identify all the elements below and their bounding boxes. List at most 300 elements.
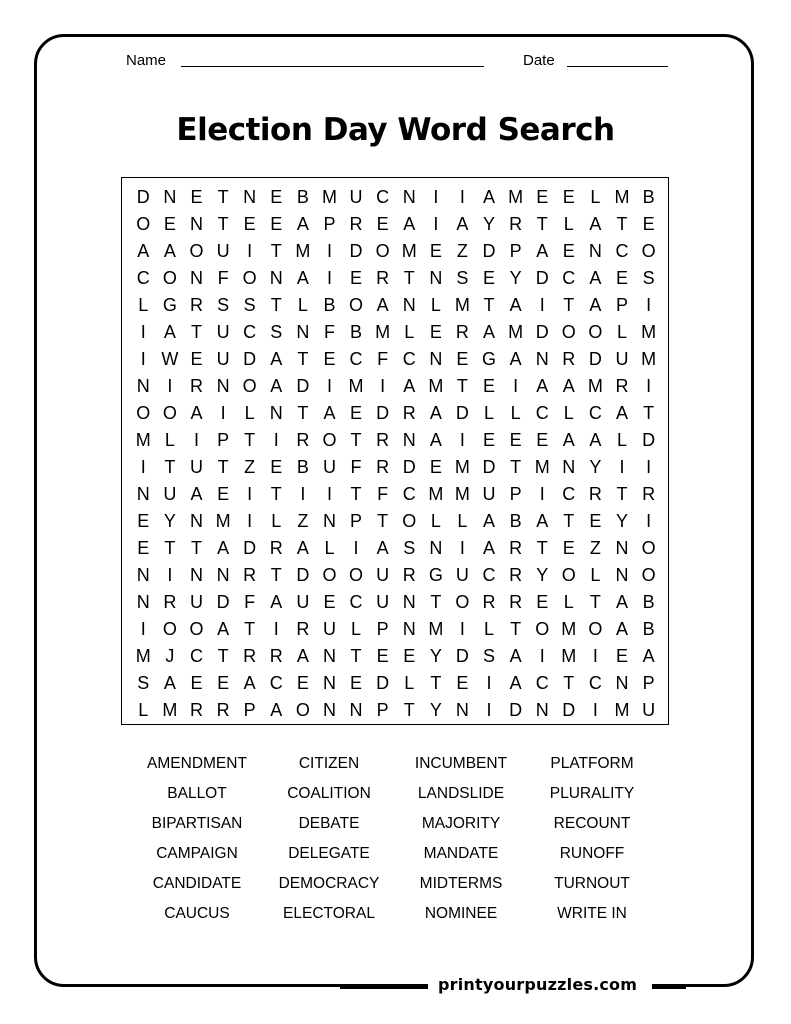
grid-row	[130, 508, 662, 535]
grid-letter: E	[350, 403, 363, 423]
grid-letter: T	[403, 700, 415, 720]
grid-letter: T	[536, 214, 548, 234]
grid-letter: U	[189, 457, 203, 477]
grid-letter: I	[247, 484, 253, 504]
grid-letter: E	[137, 538, 150, 558]
grid-letter: I	[539, 484, 545, 504]
grid-letter: F	[244, 592, 256, 612]
grid-row	[130, 670, 662, 697]
grid-row	[130, 400, 662, 427]
grid-letter: A	[483, 322, 496, 342]
grid-letter: I	[193, 430, 199, 450]
grid-letter: L	[324, 538, 335, 558]
grid-letter: R	[216, 700, 230, 720]
grid-letter: I	[646, 457, 652, 477]
grid-letter: D	[296, 565, 310, 585]
footer-divider-left	[340, 986, 428, 989]
grid-letter: C	[588, 673, 602, 693]
grid-letter: I	[326, 376, 332, 396]
grid-row	[130, 535, 662, 562]
grid-letter: A	[589, 214, 602, 234]
grid-letter: L	[430, 511, 441, 531]
grid-letter: O	[242, 268, 257, 288]
grid-letter: B	[642, 187, 655, 207]
grid-letter: L	[457, 511, 468, 531]
grid-letter: L	[297, 295, 308, 315]
grid-letter: C	[535, 673, 549, 693]
grid-row	[130, 373, 662, 400]
grid-letter: S	[243, 295, 256, 315]
grid-letter: N	[269, 268, 283, 288]
grid-letter: T	[164, 457, 176, 477]
grid-letter: A	[163, 673, 176, 693]
grid-letter: T	[350, 484, 362, 504]
grid-letter: U	[163, 484, 177, 504]
grid-letter: R	[269, 538, 283, 558]
grid-letter: R	[296, 430, 310, 450]
grid-letter: I	[140, 322, 146, 342]
grid-letter: U	[189, 592, 203, 612]
footer-divider-right	[652, 986, 686, 989]
grid-letter: O	[375, 241, 390, 261]
grid-letter: D	[535, 268, 549, 288]
grid-letter: R	[189, 295, 203, 315]
grid-letter: L	[244, 403, 255, 423]
grid-letter: A	[190, 403, 203, 423]
grid-letter: O	[136, 214, 151, 234]
grid-letter: Y	[483, 214, 496, 234]
grid-letter: I	[353, 538, 359, 558]
grid-letter: M	[641, 322, 657, 342]
grid-letter: U	[322, 619, 336, 639]
grid-letter: A	[642, 646, 655, 666]
word-list-item: BALLOT	[167, 785, 227, 802]
grid-letter: N	[189, 268, 203, 288]
word-list-item: CAMPAIGN	[156, 845, 238, 862]
word-list-item: WRITE IN	[557, 905, 627, 922]
grid-row	[130, 562, 662, 589]
grid-letter: M	[401, 241, 417, 261]
grid-letter: Y	[536, 565, 549, 585]
grid-letter: T	[483, 295, 495, 315]
grid-letter: M	[614, 187, 630, 207]
grid-letter: E	[270, 457, 283, 477]
grid-letter: D	[376, 673, 390, 693]
grid-letter: A	[483, 538, 496, 558]
grid-letter: D	[243, 349, 257, 369]
grid-letter: T	[270, 241, 282, 261]
grid-letter: B	[350, 322, 363, 342]
grid-letter: N	[216, 565, 230, 585]
grid-letter: U	[615, 349, 629, 369]
grid-letter: B	[296, 457, 309, 477]
word-list-item: COALITION	[287, 785, 371, 802]
grid-letter: E	[483, 376, 496, 396]
grid-letter: L	[271, 511, 282, 531]
grid-letter: I	[273, 619, 279, 639]
grid-letter: Y	[163, 511, 176, 531]
grid-letter: C	[269, 673, 283, 693]
grid-row	[130, 589, 662, 616]
grid-letter: O	[641, 241, 656, 261]
grid-letter: M	[454, 457, 470, 477]
grid-letter: S	[456, 268, 469, 288]
grid-letter: A	[509, 673, 522, 693]
grid-letter: N	[136, 484, 150, 504]
grid-letter: M	[561, 646, 577, 666]
grid-letter: L	[430, 295, 441, 315]
grid-letter: E	[217, 484, 230, 504]
word-list-item: PLATFORM	[550, 755, 634, 772]
grid-letter: U	[216, 241, 230, 261]
grid-letter: N	[322, 511, 336, 531]
grid-letter: I	[326, 241, 332, 261]
grid-letter: I	[646, 295, 652, 315]
word-list-item: RECOUNT	[553, 815, 631, 832]
grid-letter: R	[588, 484, 602, 504]
grid-letter: M	[215, 511, 231, 531]
grid-letter: M	[508, 322, 524, 342]
grid-letter: I	[539, 295, 545, 315]
word-list-item: DELEGATE	[288, 845, 370, 862]
grid-row	[130, 697, 662, 724]
grid-letter: N	[216, 376, 230, 396]
grid-letter: A	[615, 403, 628, 423]
grid-letter: D	[455, 403, 469, 423]
grid-letter: E	[429, 322, 442, 342]
grid-letter: O	[349, 565, 364, 585]
grid-letter: T	[297, 403, 309, 423]
grid-letter: B	[323, 295, 336, 315]
grid-letter: Y	[615, 511, 628, 531]
grid-letter: R	[349, 214, 363, 234]
grid-letter: G	[428, 565, 443, 585]
grid-letter: S	[642, 268, 655, 288]
grid-letter: Z	[244, 457, 256, 477]
grid-row	[130, 616, 662, 643]
grid-letter: B	[296, 187, 309, 207]
grid-letter: U	[216, 349, 230, 369]
grid-letter: N	[296, 322, 310, 342]
grid-letter: I	[459, 538, 465, 558]
grid-letter: M	[295, 241, 311, 261]
grid-row	[130, 427, 662, 454]
grid-letter: E	[509, 430, 522, 450]
grid-letter: O	[588, 619, 603, 639]
grid-letter: E	[323, 349, 336, 369]
grid-letter: M	[454, 295, 470, 315]
grid-letter: N	[429, 268, 443, 288]
word-list-item: MANDATE	[423, 845, 499, 862]
grid-letter: B	[642, 619, 655, 639]
grid-letter: A	[429, 403, 442, 423]
grid-letter: D	[482, 241, 496, 261]
grid-letter: N	[402, 592, 416, 612]
grid-letter: T	[430, 673, 442, 693]
grid-letter: E	[190, 349, 203, 369]
grid-letter: U	[642, 700, 656, 720]
grid-letter: R	[509, 214, 523, 234]
grid-letter: U	[296, 592, 310, 612]
grid-letter: U	[455, 565, 469, 585]
grid-letter: U	[349, 187, 363, 207]
grid-letter: R	[509, 565, 523, 585]
grid-letter: N	[322, 700, 336, 720]
grid-letter: C	[562, 268, 576, 288]
word-list-item: ELECTORAL	[283, 905, 375, 922]
grid-letter: A	[296, 646, 309, 666]
grid-letter: E	[536, 187, 549, 207]
grid-letter: T	[217, 187, 229, 207]
grid-letter: C	[615, 241, 629, 261]
grid-letter: R	[482, 592, 496, 612]
grid-letter: M	[587, 376, 603, 396]
grid-letter: A	[615, 619, 628, 639]
name-field-line	[181, 66, 484, 67]
grid-letter: O	[189, 619, 204, 639]
grid-letter: I	[459, 619, 465, 639]
grid-letter: R	[455, 322, 469, 342]
page-title: Election Day Word Search	[176, 112, 615, 148]
grid-letter: E	[350, 268, 363, 288]
grid-letter: M	[348, 376, 364, 396]
grid-letter: E	[376, 646, 389, 666]
grid-letter: N	[163, 187, 177, 207]
grid-letter: N	[322, 673, 336, 693]
grid-letter: R	[243, 646, 257, 666]
word-list-item: NOMINEE	[424, 905, 498, 922]
grid-letter: T	[589, 592, 601, 612]
word-list-item: RUNOFF	[559, 845, 625, 862]
grid-letter: O	[162, 619, 177, 639]
grid-letter: D	[349, 241, 363, 261]
grid-letter: P	[509, 241, 522, 261]
grid-letter: E	[137, 511, 150, 531]
grid-letter: T	[270, 484, 282, 504]
grid-letter: D	[243, 538, 257, 558]
grid-letter: M	[614, 700, 630, 720]
grid-letter: E	[376, 214, 389, 234]
grid-letter: E	[429, 457, 442, 477]
grid-letter: E	[429, 241, 442, 261]
grid-letter: P	[642, 673, 655, 693]
grid-letter: N	[615, 538, 629, 558]
grid-letter: O	[136, 403, 151, 423]
grid-letter: T	[403, 268, 415, 288]
grid-letter: T	[377, 511, 389, 531]
grid-row	[130, 238, 662, 265]
grid-letter: N	[189, 214, 203, 234]
grid-letter: I	[592, 646, 598, 666]
grid-letter: L	[351, 619, 362, 639]
grid-letter: D	[296, 376, 310, 396]
grid-letter: I	[459, 430, 465, 450]
grid-letter: D	[535, 322, 549, 342]
grid-letter: F	[217, 268, 229, 288]
grid-letter: R	[376, 268, 390, 288]
grid-letter: C	[482, 565, 496, 585]
grid-letter: A	[403, 214, 416, 234]
grid-letter: N	[189, 565, 203, 585]
grid-letter: I	[539, 646, 545, 666]
grid-letter: C	[535, 403, 549, 423]
grid-letter: I	[140, 457, 146, 477]
grid-letter: E	[217, 673, 230, 693]
grid-letter: I	[220, 403, 226, 423]
grid-letter: A	[483, 187, 496, 207]
grid-row	[130, 265, 662, 292]
grid-row	[130, 454, 662, 481]
grid-letter: D	[455, 646, 469, 666]
grid-letter: N	[402, 619, 416, 639]
grid-letter: D	[402, 457, 416, 477]
grid-letter: A	[270, 376, 283, 396]
grid-letter: P	[615, 295, 628, 315]
grid-letter: A	[270, 592, 283, 612]
grid-letter: A	[509, 295, 522, 315]
grid-letter: A	[536, 376, 549, 396]
grid-letter: L	[484, 403, 495, 423]
grid-row	[130, 643, 662, 670]
grid-letter: L	[563, 403, 574, 423]
grid-letter: N	[535, 349, 549, 369]
grid-letter: I	[459, 187, 465, 207]
grid-letter: T	[244, 619, 256, 639]
grid-letter: T	[270, 565, 282, 585]
grid-letter: R	[269, 646, 283, 666]
grid-letter: Y	[589, 457, 602, 477]
grid-letter: R	[509, 538, 523, 558]
grid-letter: I	[619, 457, 625, 477]
grid-letter: E	[190, 187, 203, 207]
grid-letter: E	[190, 673, 203, 693]
grid-letter: T	[350, 646, 362, 666]
grid-letter: U	[482, 484, 496, 504]
grid-letter: Y	[429, 700, 442, 720]
grid-letter: L	[510, 403, 521, 423]
grid-letter: N	[402, 187, 416, 207]
grid-letter: I	[326, 484, 332, 504]
grid-letter: I	[486, 700, 492, 720]
grid-letter: I	[433, 187, 439, 207]
word-list-item: MAJORITY	[421, 815, 501, 832]
grid-letter: L	[404, 673, 415, 693]
grid-letter: E	[350, 673, 363, 693]
grid-letter: I	[646, 376, 652, 396]
grid-letter: T	[164, 538, 176, 558]
grid-letter: A	[403, 376, 416, 396]
grid-letter: E	[163, 214, 176, 234]
grid-letter: Y	[509, 268, 522, 288]
grid-letter: Y	[429, 646, 442, 666]
grid-letter: A	[137, 241, 150, 261]
grid-letter: A	[296, 268, 309, 288]
grid-letter: A	[190, 484, 203, 504]
grid-row	[130, 292, 662, 319]
grid-letter: O	[561, 322, 576, 342]
grid-letter: I	[380, 376, 386, 396]
grid-letter: F	[323, 322, 335, 342]
grid-letter: A	[509, 646, 522, 666]
grid-letter: R	[615, 376, 629, 396]
grid-letter: M	[561, 619, 577, 639]
grid-letter: M	[321, 187, 337, 207]
grid-letter: M	[375, 322, 391, 342]
grid-letter: L	[590, 565, 601, 585]
word-list	[130, 755, 660, 935]
grid-letter: T	[616, 214, 628, 234]
grid-letter: A	[376, 295, 389, 315]
grid-letter: E	[323, 592, 336, 612]
grid-letter: N	[429, 349, 443, 369]
grid-letter: D	[482, 457, 496, 477]
grid-letter: A	[243, 673, 256, 693]
grid-letter: T	[217, 457, 229, 477]
grid-letter: A	[536, 241, 549, 261]
grid-letter: B	[642, 592, 655, 612]
grid-letter: C	[189, 646, 203, 666]
grid-row	[130, 346, 662, 373]
grid-letter: R	[376, 430, 390, 450]
grid-letter: O	[641, 565, 656, 585]
grid-letter: C	[349, 349, 363, 369]
grid-letter: O	[162, 403, 177, 423]
grid-letter: D	[642, 430, 656, 450]
grid-letter: A	[589, 295, 602, 315]
grid-letter: N	[402, 295, 416, 315]
grid-letter: A	[589, 268, 602, 288]
word-list-item: CITIZEN	[298, 755, 360, 772]
grid-letter: L	[404, 322, 415, 342]
grid-letter: E	[536, 430, 549, 450]
grid-letter: I	[167, 565, 173, 585]
grid-letter: A	[509, 349, 522, 369]
grid-row	[130, 211, 662, 238]
grid-letter: R	[189, 376, 203, 396]
grid-letter: A	[163, 322, 176, 342]
grid-letter: U	[376, 592, 390, 612]
grid-letter: R	[296, 619, 310, 639]
grid-letter: F	[377, 349, 389, 369]
grid-letter: S	[270, 322, 283, 342]
word-list-item: DEBATE	[298, 815, 360, 832]
grid-letter: O	[322, 430, 337, 450]
grid-letter: T	[430, 592, 442, 612]
grid-letter: M	[508, 187, 524, 207]
grid-letter: G	[162, 295, 177, 315]
grid-letter: A	[562, 430, 575, 450]
grid-letter: D	[376, 403, 390, 423]
grid-letter: O	[349, 295, 364, 315]
grid-letter: I	[300, 484, 306, 504]
grid-letter: Z	[456, 241, 468, 261]
grid-letter: E	[642, 214, 655, 234]
grid-letter: T	[536, 538, 548, 558]
grid-letter: T	[563, 511, 575, 531]
grid-letter: O	[162, 268, 177, 288]
date-label: Date	[523, 52, 555, 69]
grid-letter: P	[509, 484, 522, 504]
grid-letter: B	[509, 511, 522, 531]
grid-letter: N	[136, 592, 150, 612]
grid-letter: O	[561, 565, 576, 585]
footer-website: printyourpuzzles.com	[438, 975, 638, 994]
grid-letter: I	[592, 700, 598, 720]
grid-letter: M	[454, 484, 470, 504]
grid-letter: A	[270, 700, 283, 720]
grid-letter: T	[350, 430, 362, 450]
grid-letter: Z	[589, 538, 601, 558]
